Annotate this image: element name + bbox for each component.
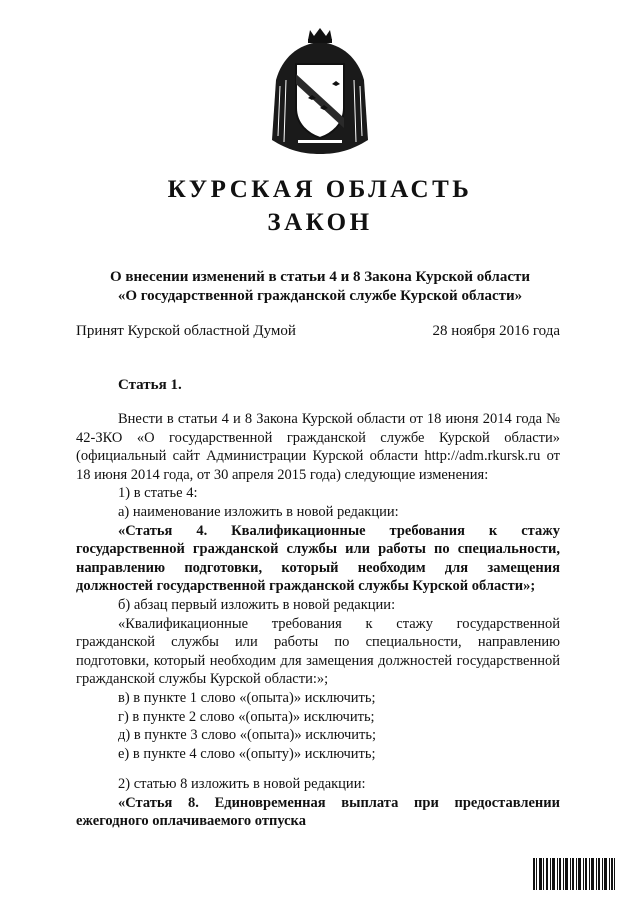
article-heading: Статья 1. xyxy=(118,377,182,393)
law-subject xyxy=(40,268,600,306)
list-item: е) в пункте 4 слово «(опыту)» исключить; xyxy=(118,745,376,762)
paragraph: Внести в статьи 4 и 8 Закона Курской области от 18 июня 2014 года № 42-ЗКО «О государственной гражданской службе Курской области» (официальный сайт Администрации Курской области http://adm.rkursk.ru от 18 июня 2014 года, от 30 апреля 2015 года) следующие изменения: xyxy=(76,411,560,483)
adoption-date: 28 ноября 2016 года xyxy=(432,323,560,339)
adopting-body: Принят Курской областной Думой xyxy=(76,323,296,339)
region-title: КУРСКАЯ ОБЛАСТЬ xyxy=(167,176,473,203)
coat-of-arms-icon xyxy=(268,28,372,156)
quoted-title: «Статья 8. Единовременная выплата при предоставлении ежегодного оплачиваемого отпуска xyxy=(76,794,560,830)
list-item: в) в пункте 1 слово «(опыта)» исключить; xyxy=(118,689,376,706)
list-item: г) в пункте 2 слово «(опыта)» исключить; xyxy=(118,708,375,725)
document-type: ЗАКОН xyxy=(267,209,373,236)
subject-line: «О государственной гражданской службе Курской области» xyxy=(117,288,523,304)
adoption-line xyxy=(76,322,560,341)
list-item: а) наименование изложить в новой редакции: xyxy=(118,503,399,520)
barcode-icon xyxy=(533,858,615,890)
list-item: б) абзац первый изложить в новой редакции: xyxy=(118,596,396,613)
list-item: 1) в статье 4: xyxy=(118,485,198,502)
article-body xyxy=(76,410,560,831)
quoted-title: «Статья 4. Квалификационные требования к стажу государственной гражданской службы или работы по специальности, направлению подготовки, который необходим для замещения должностей государственной гражданской службы Курской области»; xyxy=(76,522,560,595)
quoted-paragraph: «Квалификационные требования к стажу государственной гражданской службы или работы по специальности, направлению подготовки, который необходим для замещения должностей государственной гражданской службы Курской области:»; xyxy=(76,615,560,688)
subject-line: О внесении изменений в статьи 4 и 8 Закона Курской области xyxy=(109,269,531,285)
list-item: 2) статью 8 изложить в новой редакции: xyxy=(118,776,366,793)
list-item: д) в пункте 3 слово «(опыта)» исключить; xyxy=(118,727,377,744)
